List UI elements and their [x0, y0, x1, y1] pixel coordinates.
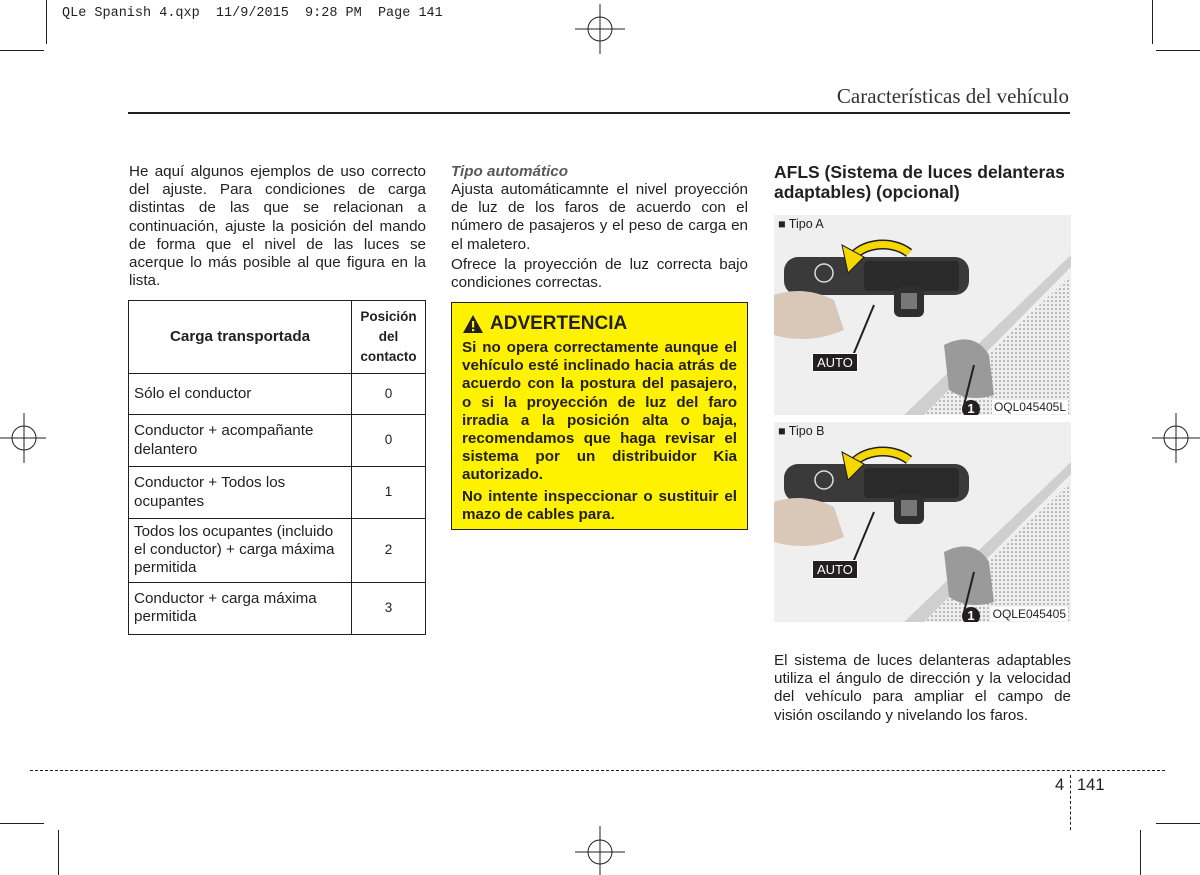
- print-slug: QLe Spanish 4.qxp 11/9/2015 9:28 PM Page 141: [62, 6, 443, 21]
- table-cell-position: 2: [352, 519, 426, 583]
- warning-triangle-icon: [462, 314, 484, 334]
- table-row: [129, 415, 426, 467]
- subheading-tipo-automatico: Tipo automático: [451, 163, 569, 180]
- right-body-column: [774, 652, 1071, 725]
- headlamp-switch-illustration: [774, 422, 1071, 622]
- load-table: [128, 300, 426, 635]
- table-header-position: Posición del contacto: [352, 301, 426, 374]
- afls-heading: AFLS (Sistema de luces delanteras adaptables) (opcional): [774, 162, 1065, 202]
- table-row: [129, 467, 426, 519]
- warning-box: [451, 302, 748, 530]
- left-column: [129, 163, 426, 290]
- crop-mark: [1152, 0, 1153, 44]
- crop-mark: [1156, 50, 1200, 51]
- intro-paragraph: He aquí algunos ejemplos de uso correcto del ajuste. Para condiciones de carga distintas de las que se relacionan a continuación, ajuste la posición del mando de forma que el nivel de las luces se acerque lo más posible al que figura en la lista.: [129, 163, 426, 290]
- table-header-row: [129, 301, 426, 374]
- registration-mark-icon: [575, 4, 625, 54]
- table-row: [129, 374, 426, 415]
- afls-paragraph: El sistema de luces delanteras adaptables utiliza el ángulo de dirección y la velocidad del vehículo para ampliar el campo de visión oscilando y nivelando los faros.: [774, 652, 1071, 724]
- figure-label: ■ Tipo B: [778, 424, 825, 438]
- figure-tipo-a: [774, 215, 1071, 415]
- page-number-divider: [1070, 775, 1071, 830]
- figure-label: ■ Tipo A: [778, 217, 824, 231]
- figure-tipo-b: [774, 422, 1071, 622]
- table-cell-load: Todos los ocupantes (incluido el conductor) + carga máxima permitida: [129, 519, 352, 583]
- chapter-number: 4: [1055, 776, 1065, 794]
- callout-number: 1: [962, 607, 980, 622]
- table-row: [129, 519, 426, 583]
- table-cell-load: Sólo el conductor: [129, 374, 352, 415]
- registration-mark-icon: [0, 413, 46, 463]
- crop-mark: [58, 830, 59, 875]
- figure-code: OQLE045405: [992, 607, 1066, 621]
- table-row: [129, 582, 426, 634]
- registration-mark-icon: [1152, 413, 1200, 463]
- crop-mark: [1140, 830, 1141, 875]
- crop-mark: [0, 823, 44, 824]
- table-header-load: Carga transportada: [129, 301, 352, 374]
- table-cell-position: 0: [352, 374, 426, 415]
- table-cell-position: 0: [352, 415, 426, 467]
- crop-mark: [1156, 823, 1200, 824]
- auto-label: AUTO: [812, 353, 858, 372]
- crop-mark: [0, 50, 44, 51]
- headlamp-switch-illustration: [774, 215, 1071, 415]
- table-cell-position: 3: [352, 582, 426, 634]
- auto-label: AUTO: [812, 560, 858, 579]
- page-number: 141: [1077, 776, 1105, 794]
- table-cell-load: Conductor + acompañante delantero: [129, 415, 352, 467]
- warning-title: ADVERTENCIA: [490, 313, 628, 334]
- section-title: Características del vehículo: [836, 84, 1069, 108]
- table-cell-load: Conductor + Todos los ocupantes: [129, 467, 352, 519]
- crop-mark: [46, 0, 47, 44]
- footer-rule: [30, 770, 1165, 771]
- header-rule: [128, 112, 1070, 114]
- warning-text-1: Si no opera correctamente aunque el vehículo esté inclinado hacia atrás de acuerdo con la postura del pasajero, o si la proyección de luz del faro irradia a la posición alta o baja, recomendamos que haga revisar el sistema por un distribuidor Kia autorizado.: [462, 339, 737, 484]
- table-cell-position: 1: [352, 467, 426, 519]
- middle-column: [451, 163, 748, 292]
- callout-number: 1: [962, 400, 980, 415]
- warning-text-2: No intente inspeccionar o sustituir el mazo de cables para.: [462, 487, 737, 523]
- middle-paragraph-2: Ofrece la proyección de luz correcta bajo condiciones correctas.: [451, 255, 748, 292]
- middle-paragraph-1: Ajusta automáticamnte el nivel proyección de luz de los faros de acuerdo con el número de pasajeros y el peso de carga en el maletero.: [451, 181, 748, 253]
- warning-title-row: [462, 313, 737, 335]
- figure-code: OQL045405L: [993, 400, 1066, 414]
- table-cell-load: Conductor + carga máxima permitida: [129, 582, 352, 634]
- registration-mark-icon: [575, 826, 625, 875]
